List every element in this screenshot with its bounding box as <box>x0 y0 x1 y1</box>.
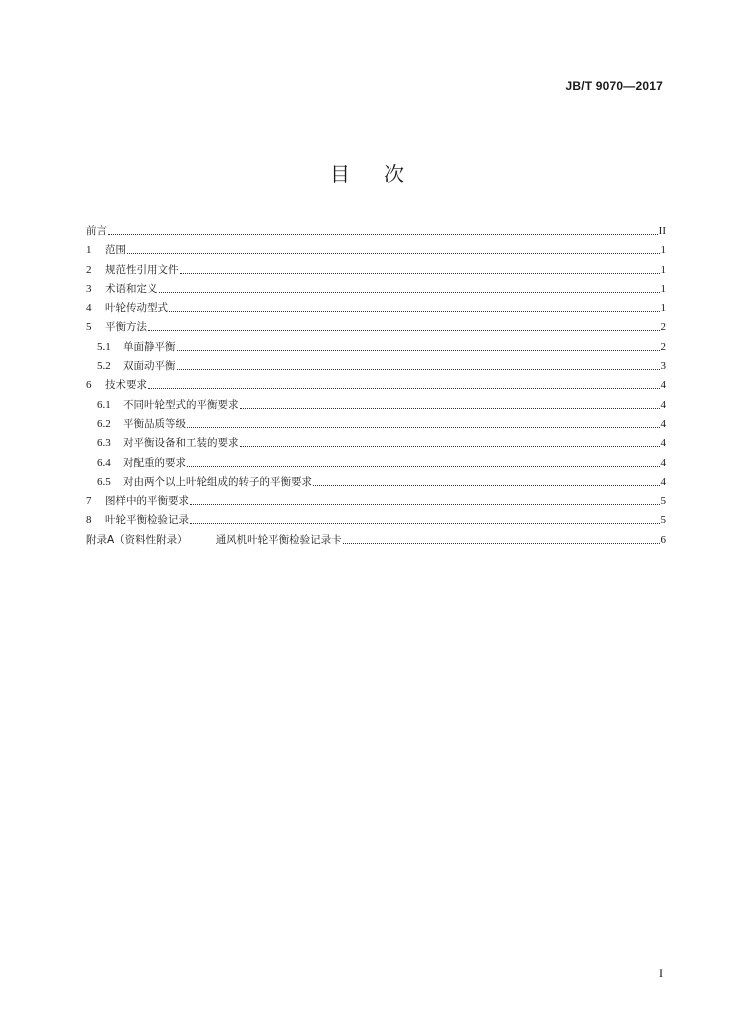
dot-leader <box>177 357 660 370</box>
page-number: I <box>659 966 663 980</box>
toc-entry-page: 5 <box>660 514 666 527</box>
toc-entry-3[interactable] <box>86 280 666 299</box>
toc-entry-page: 6 <box>660 533 666 546</box>
toc-entry-6[interactable] <box>86 376 666 395</box>
toc-entry-number: 6.4 <box>97 456 111 469</box>
toc-entry-number: 6.5 <box>97 475 111 488</box>
toc-entry-page: 1 <box>660 263 666 276</box>
toc-entry-7[interactable] <box>86 492 666 511</box>
standard-number: JB/T 9070—2017 <box>565 79 663 93</box>
toc-entry-number: 6 <box>86 379 92 392</box>
table-of-contents <box>86 222 666 550</box>
toc-entry-text: 术语和定义 <box>105 282 158 295</box>
dot-leader <box>240 396 660 409</box>
toc-entry-number: 6.3 <box>97 437 111 450</box>
toc-entry-page: 4 <box>660 437 666 450</box>
toc-entry-number: 5.2 <box>97 360 111 373</box>
toc-entry-text: 叶轮平衡检验记录 <box>105 514 189 527</box>
toc-entry-page: 4 <box>660 456 666 469</box>
dot-leader <box>159 280 660 293</box>
toc-entry-page: 4 <box>660 475 666 488</box>
toc-entry-foreword[interactable] <box>86 222 666 241</box>
toc-entry-text: 前言 <box>86 225 107 237</box>
dot-leader <box>187 454 660 467</box>
toc-entry-text: 对平衡设备和工装的要求 <box>123 437 239 450</box>
page-title: 目次 <box>330 162 438 186</box>
dot-leader <box>127 241 660 254</box>
toc-entry-4[interactable] <box>86 299 666 318</box>
toc-entry-text: 双面动平衡 <box>123 360 176 373</box>
dot-leader <box>187 415 660 428</box>
dot-leader <box>313 473 660 486</box>
toc-entry-6-3[interactable] <box>86 434 666 453</box>
toc-entry-page: 2 <box>660 321 666 334</box>
toc-entry-number: 5 <box>86 321 92 334</box>
toc-entry-number: 3 <box>86 282 92 295</box>
toc-entry-5[interactable] <box>86 318 666 337</box>
toc-entry-text: 图样中的平衡要求 <box>105 495 189 508</box>
toc-entry-appendix-a[interactable] <box>86 531 666 550</box>
dot-leader <box>180 261 660 274</box>
toc-entry-page: 5 <box>660 495 666 508</box>
dot-leader <box>177 338 660 351</box>
toc-entry-text: 平衡品质等级 <box>123 417 186 430</box>
toc-entry-1[interactable] <box>86 241 666 260</box>
toc-entry-6-1[interactable] <box>86 396 666 415</box>
toc-entry-8[interactable] <box>86 511 666 530</box>
toc-entry-text: 范围 <box>105 244 126 257</box>
toc-entry-number: 5.1 <box>97 340 111 353</box>
toc-entry-page: 4 <box>660 379 666 392</box>
toc-entry-text: 对配重的要求 <box>123 456 186 469</box>
toc-entry-text: 规范性引用文件 <box>105 263 179 276</box>
toc-entry-text: 单面静平衡 <box>123 340 176 353</box>
appendix-title: 通风机叶轮平衡检验记录卡 <box>215 533 342 546</box>
toc-entry-5-2[interactable] <box>86 357 666 376</box>
dot-leader <box>190 492 660 505</box>
toc-entry-number: 6.2 <box>97 417 111 430</box>
toc-entry-page: II <box>658 225 666 237</box>
dot-leader <box>148 376 660 389</box>
toc-entry-number: 7 <box>86 495 92 508</box>
toc-entry-number: 1 <box>86 244 92 257</box>
toc-entry-number: 4 <box>86 302 92 315</box>
toc-entry-page: 2 <box>660 340 666 353</box>
toc-entry-text: 对由两个以上叶轮组成的转子的平衡要求 <box>123 475 312 488</box>
dot-leader <box>190 511 660 524</box>
toc-entry-text: 技术要求 <box>105 379 147 392</box>
dot-leader <box>343 531 660 544</box>
toc-entry-page: 1 <box>660 282 666 295</box>
toc-entry-text: 不同叶轮型式的平衡要求 <box>123 398 239 411</box>
toc-entry-page: 1 <box>660 302 666 315</box>
dot-leader <box>240 434 660 447</box>
toc-entry-6-4[interactable] <box>86 454 666 473</box>
toc-entry-6-5[interactable] <box>86 473 666 492</box>
toc-entry-number: 2 <box>86 263 92 276</box>
toc-entry-number: 8 <box>86 514 92 527</box>
toc-entry-page: 4 <box>660 417 666 430</box>
toc-entry-5-1[interactable] <box>86 338 666 357</box>
toc-entry-number: 6.1 <box>97 398 111 411</box>
dot-leader <box>148 318 660 331</box>
toc-entry-6-2[interactable] <box>86 415 666 434</box>
toc-entry-page: 4 <box>660 398 666 411</box>
toc-entry-2[interactable] <box>86 261 666 280</box>
appendix-label: 附录A（资料性附录） <box>86 533 188 546</box>
dot-leader <box>169 299 660 312</box>
toc-entry-page: 1 <box>660 244 666 257</box>
toc-entry-text: 叶轮传动型式 <box>105 302 168 315</box>
toc-entry-text: 平衡方法 <box>105 321 147 334</box>
dot-leader <box>108 222 658 235</box>
toc-entry-page: 3 <box>660 360 666 373</box>
